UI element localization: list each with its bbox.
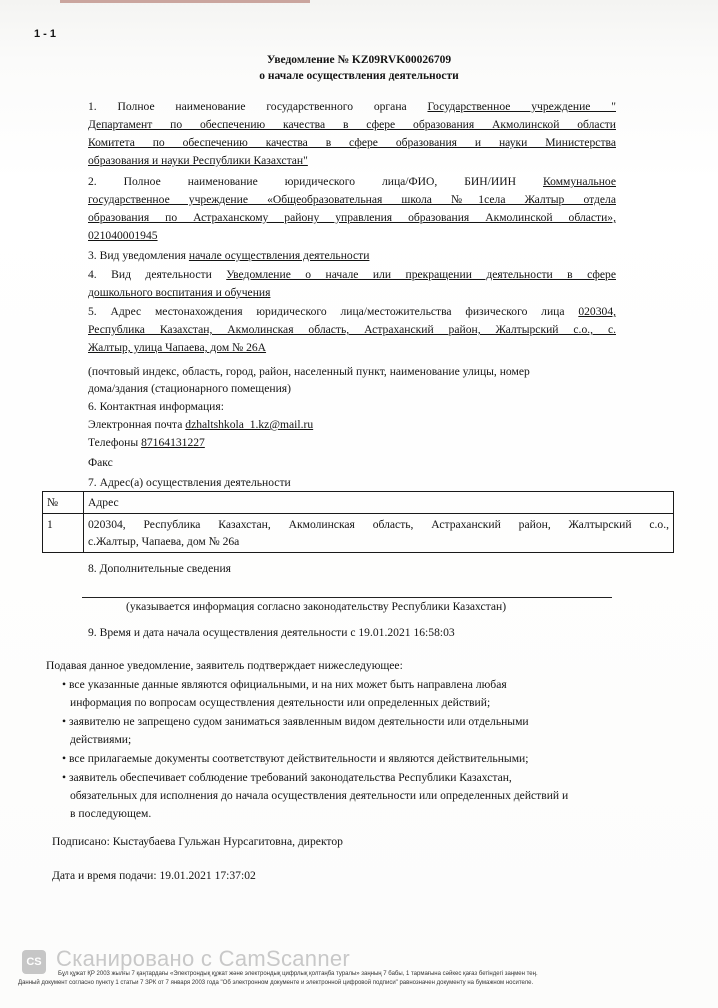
start-datetime: 9. Время и дата начала осуществления деятельности с 19.01.2021 16:58:03 [88,626,455,639]
phone-row: Телефоны 87164131227 [88,436,205,449]
contact-info-title: 6. Контактная информация: [88,400,224,413]
item1-line2: Департамент по обеспечению качества в сфере образования Акмолинской области [88,118,616,131]
confirm-bullet4-line2: обязательных для исполнения до начала осуществления деятельности или определенных действий и [70,789,569,802]
item2-line1: 2. Полное наименование юридического лица/ФИО, БИН/ИИН Коммунальное [88,175,616,188]
item3: 3. Вид уведомления начале осуществления деятельности [88,249,370,262]
row-number: 1 [43,514,84,553]
address-note-line2: дома/здания (стационарного помещения) [88,382,291,395]
legal-footer [18,970,708,988]
activity-address-title: 7. Адрес(а) осуществления деятельности [88,476,291,489]
confirm-bullet2-line1: • заявителю не запрещено судом заниматься заявленным видом деятельности или отдельными [62,715,529,728]
confirm-bullet1-line2: информация по вопросам осуществления деятельности или определенных действий; [70,696,491,709]
item5-line2: Республика Казахстан, Акмолинская область, Астраханский район, Жалтырский с.о., с. [88,323,616,336]
row-address: 020304, Республика Казахстан, Акмолинская область, Астраханский район, Жалтырский с.о., с.Жалтыр, Чапаева, дом № 26а [84,514,674,553]
footer-line-kz: Бұл құжат ҚР 2003 жылғы 7 қаңтардағы «Электрондық құжат және электрондық цифрлық қолтаңба туралы» заңның 7 бабы, 1 тармағына сәйкес қағаз бетіндегі заңмен тең. [58,971,538,977]
item4-line1: 4. Вид деятельности Уведомление о начале или прекращении деятельности в сфере [88,268,616,281]
additional-info-title: 8. Дополнительные сведения [88,562,231,575]
table-header-row [43,492,674,514]
item2-line2: государственное учреждение «Общеобразовательная школа №1села Жалтыр отдела [88,193,616,206]
confirm-bullet2-line2: действиями; [70,733,132,746]
item4-line2: дошкольного воспитания и обучения [88,286,271,299]
item2-line3: образования по Астраханскому району управления образования Акмолинской области», [88,211,616,224]
confirm-bullet4-line3: в последующем. [70,807,152,820]
confirm-bullet4-line1: • заявитель обеспечивает соблюдение требований законодательства Республики Казахстан, [62,771,512,784]
item5-line1: 5. Адрес местонахождения юридического лица/местожительства физического лица 020304, [88,305,617,318]
address-note-line1: (почтовый индекс, область, город, район, населенный пункт, наименование улицы, номер [88,365,530,378]
col-header-number: № [43,492,84,514]
confirm-intro: Подавая данное уведомление, заявитель подтверждает нижеследующее: [46,659,403,672]
col-header-address: Адрес [84,492,674,514]
item5-line3: Жалтыр, улица Чапаева, дом № 26А [88,341,267,354]
page-number: 1 - 1 [34,28,57,40]
confirm-bullet3: • все прилагаемые документы соответствуют действительности и являются действительными; [62,752,529,765]
phone-value: 87164131227 [141,436,205,449]
item1-line1: 1. Полное наименование государственного органа Государственное учреждение " [88,100,616,113]
camscanner-watermark: Сканировано с CamScanner [56,946,351,971]
confirm-bullet1-line1: • все указанные данные являются официальными, и на них может быть направлена любая [62,678,507,691]
address-table [42,491,674,553]
footer-line-ru: Данный документ согласно пункту 1 статьи 7 ЗРК от 7 января 2003 года "Об электронном документе и электронной цифровой подписи" равнозначен документу на бумажном носителе. [18,980,534,986]
scan-artifact [60,0,310,3]
notice-subtitle: о начале осуществления деятельности [259,70,459,82]
signed-by: Подписано: Кыстаубаева Гульжан Нурсагитовна, директор [52,835,343,848]
item2-line4: 021040001945 [88,229,158,242]
notice-title: Уведомление № KZ09RVK00026709 [266,54,452,66]
email-row: Электронная почта dzhaltshkola_1.kz@mail.ru [88,418,314,431]
additional-info-note: (указывается информация согласно законодательству Республики Казахстан) [126,600,507,613]
item1-line3: Комитета по обеспечению качества в сфере образования и науки Министерства [88,136,616,149]
table-row [43,514,674,553]
camscanner-logo: CS [22,950,46,974]
email-link[interactable]: dzhaltshkola_1.kz@mail.ru [185,418,314,431]
item1-line4: образования и науки Республики Казахстан" [88,154,308,167]
fax-label: Факс [88,456,113,469]
submission-datetime: Дата и время подачи: 19.01.2021 17:37:02 [52,869,256,882]
